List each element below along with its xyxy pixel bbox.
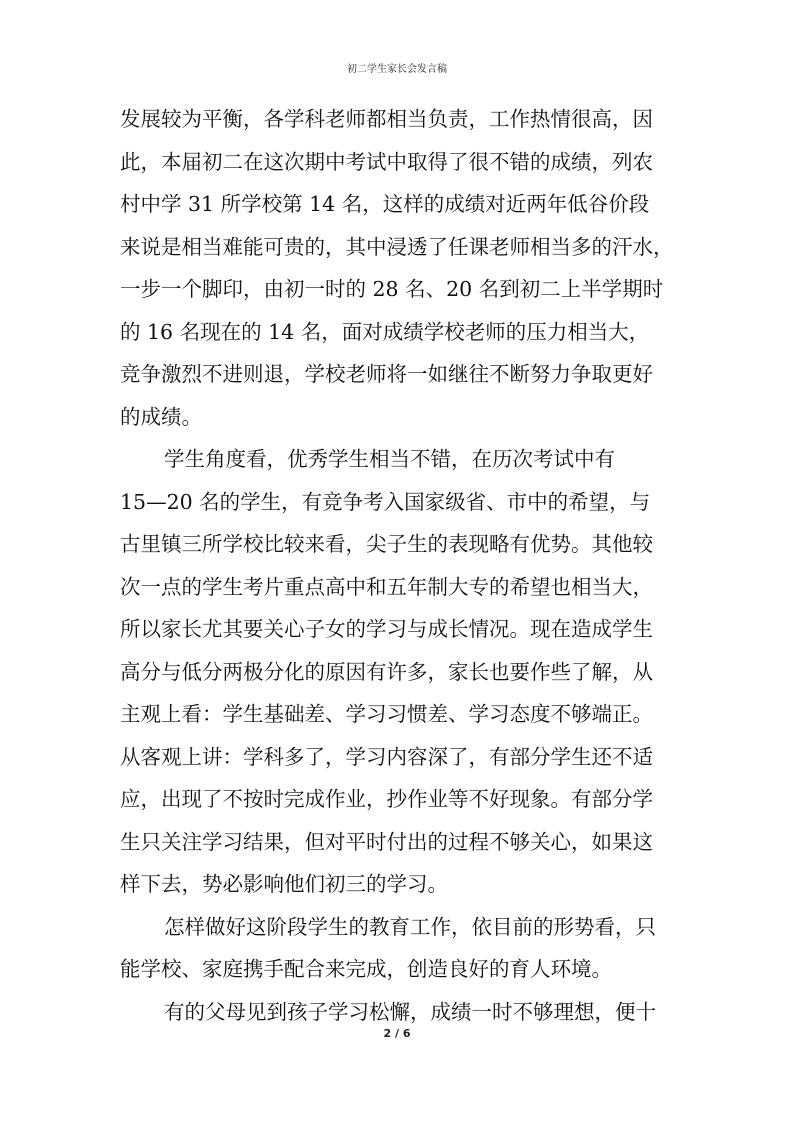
text-line: 生只关注学习结果，但对平时付出的过程不够关心，如果这: [120, 829, 653, 854]
text-line: 来说是相当难能可贵的，其中浸透了任课老师相当多的汗水，: [120, 234, 674, 259]
text-line: 能学校、家庭携手配合来完成，创造良好的育人环境。: [120, 957, 612, 981]
text-line: 的成绩。: [120, 404, 202, 429]
paragraph-start-line: 有的父母见到孩子学习松懈，成绩一时不够理想，便十: [164, 999, 656, 1024]
text-line: 村中学 31 所学校第 14 名，这样的成绩对近两年低谷价段: [120, 192, 650, 216]
text-line: 竞争激烈不进则退，学校老师将一如继往不断努力争取更好: [120, 362, 653, 386]
text-line: 的 16 名现在的 14 名，面对成绩学校老师的压力相当大，: [120, 319, 650, 344]
text-line: 主观上看：学生基础差、学习习惯差、学习态度不够端正。: [120, 702, 653, 726]
text-line: 古里镇三所学校比较来看，尖子生的表现略有优势。其他较: [120, 532, 653, 556]
text-line: 此，本届初二在这次期中考试中取得了很不错的成绩，列农: [120, 149, 653, 174]
paragraph-start-line: 怎样做好这阶段学生的教育工作，依目前的形势看，只: [164, 914, 656, 939]
text-line: 应，出现了不按时完成作业，抄作业等不好现象。有部分学: [120, 787, 653, 811]
page-header-title: 初二学生家长会发言稿: [347, 64, 447, 75]
text-line: 样下去，势必影响他们初三的学习。: [120, 872, 448, 896]
text-line: 一步一个脚印，由初一时的 28 名、20 名到初二上半学期时: [120, 277, 664, 301]
page-number: 2 / 6: [383, 1027, 411, 1040]
paragraph-start-line: 学生角度看，优秀学生相当不错，在历次考试中有: [164, 447, 615, 471]
text-line: 所以家长尤其要关心子女的学习与成长情况。现在造成学生: [120, 617, 653, 641]
text-line: 次一点的学生考片重点高中和五年制大专的希望也相当大，: [120, 574, 653, 599]
text-line: 从客观上讲：学科多了，学习内容深了，有部分学生还不适: [120, 744, 653, 769]
text-line: 15—20 名的学生，有竞争考入国家级省、市中的希望，与: [120, 489, 651, 514]
text-line: 高分与低分两极分化的原因有许多，家长也要作些了解，从: [120, 659, 653, 684]
document-body: [120, 98, 690, 1033]
text-line: 发展较为平衡，各学科老师都相当负责，工作热情很高，因: [120, 107, 653, 131]
